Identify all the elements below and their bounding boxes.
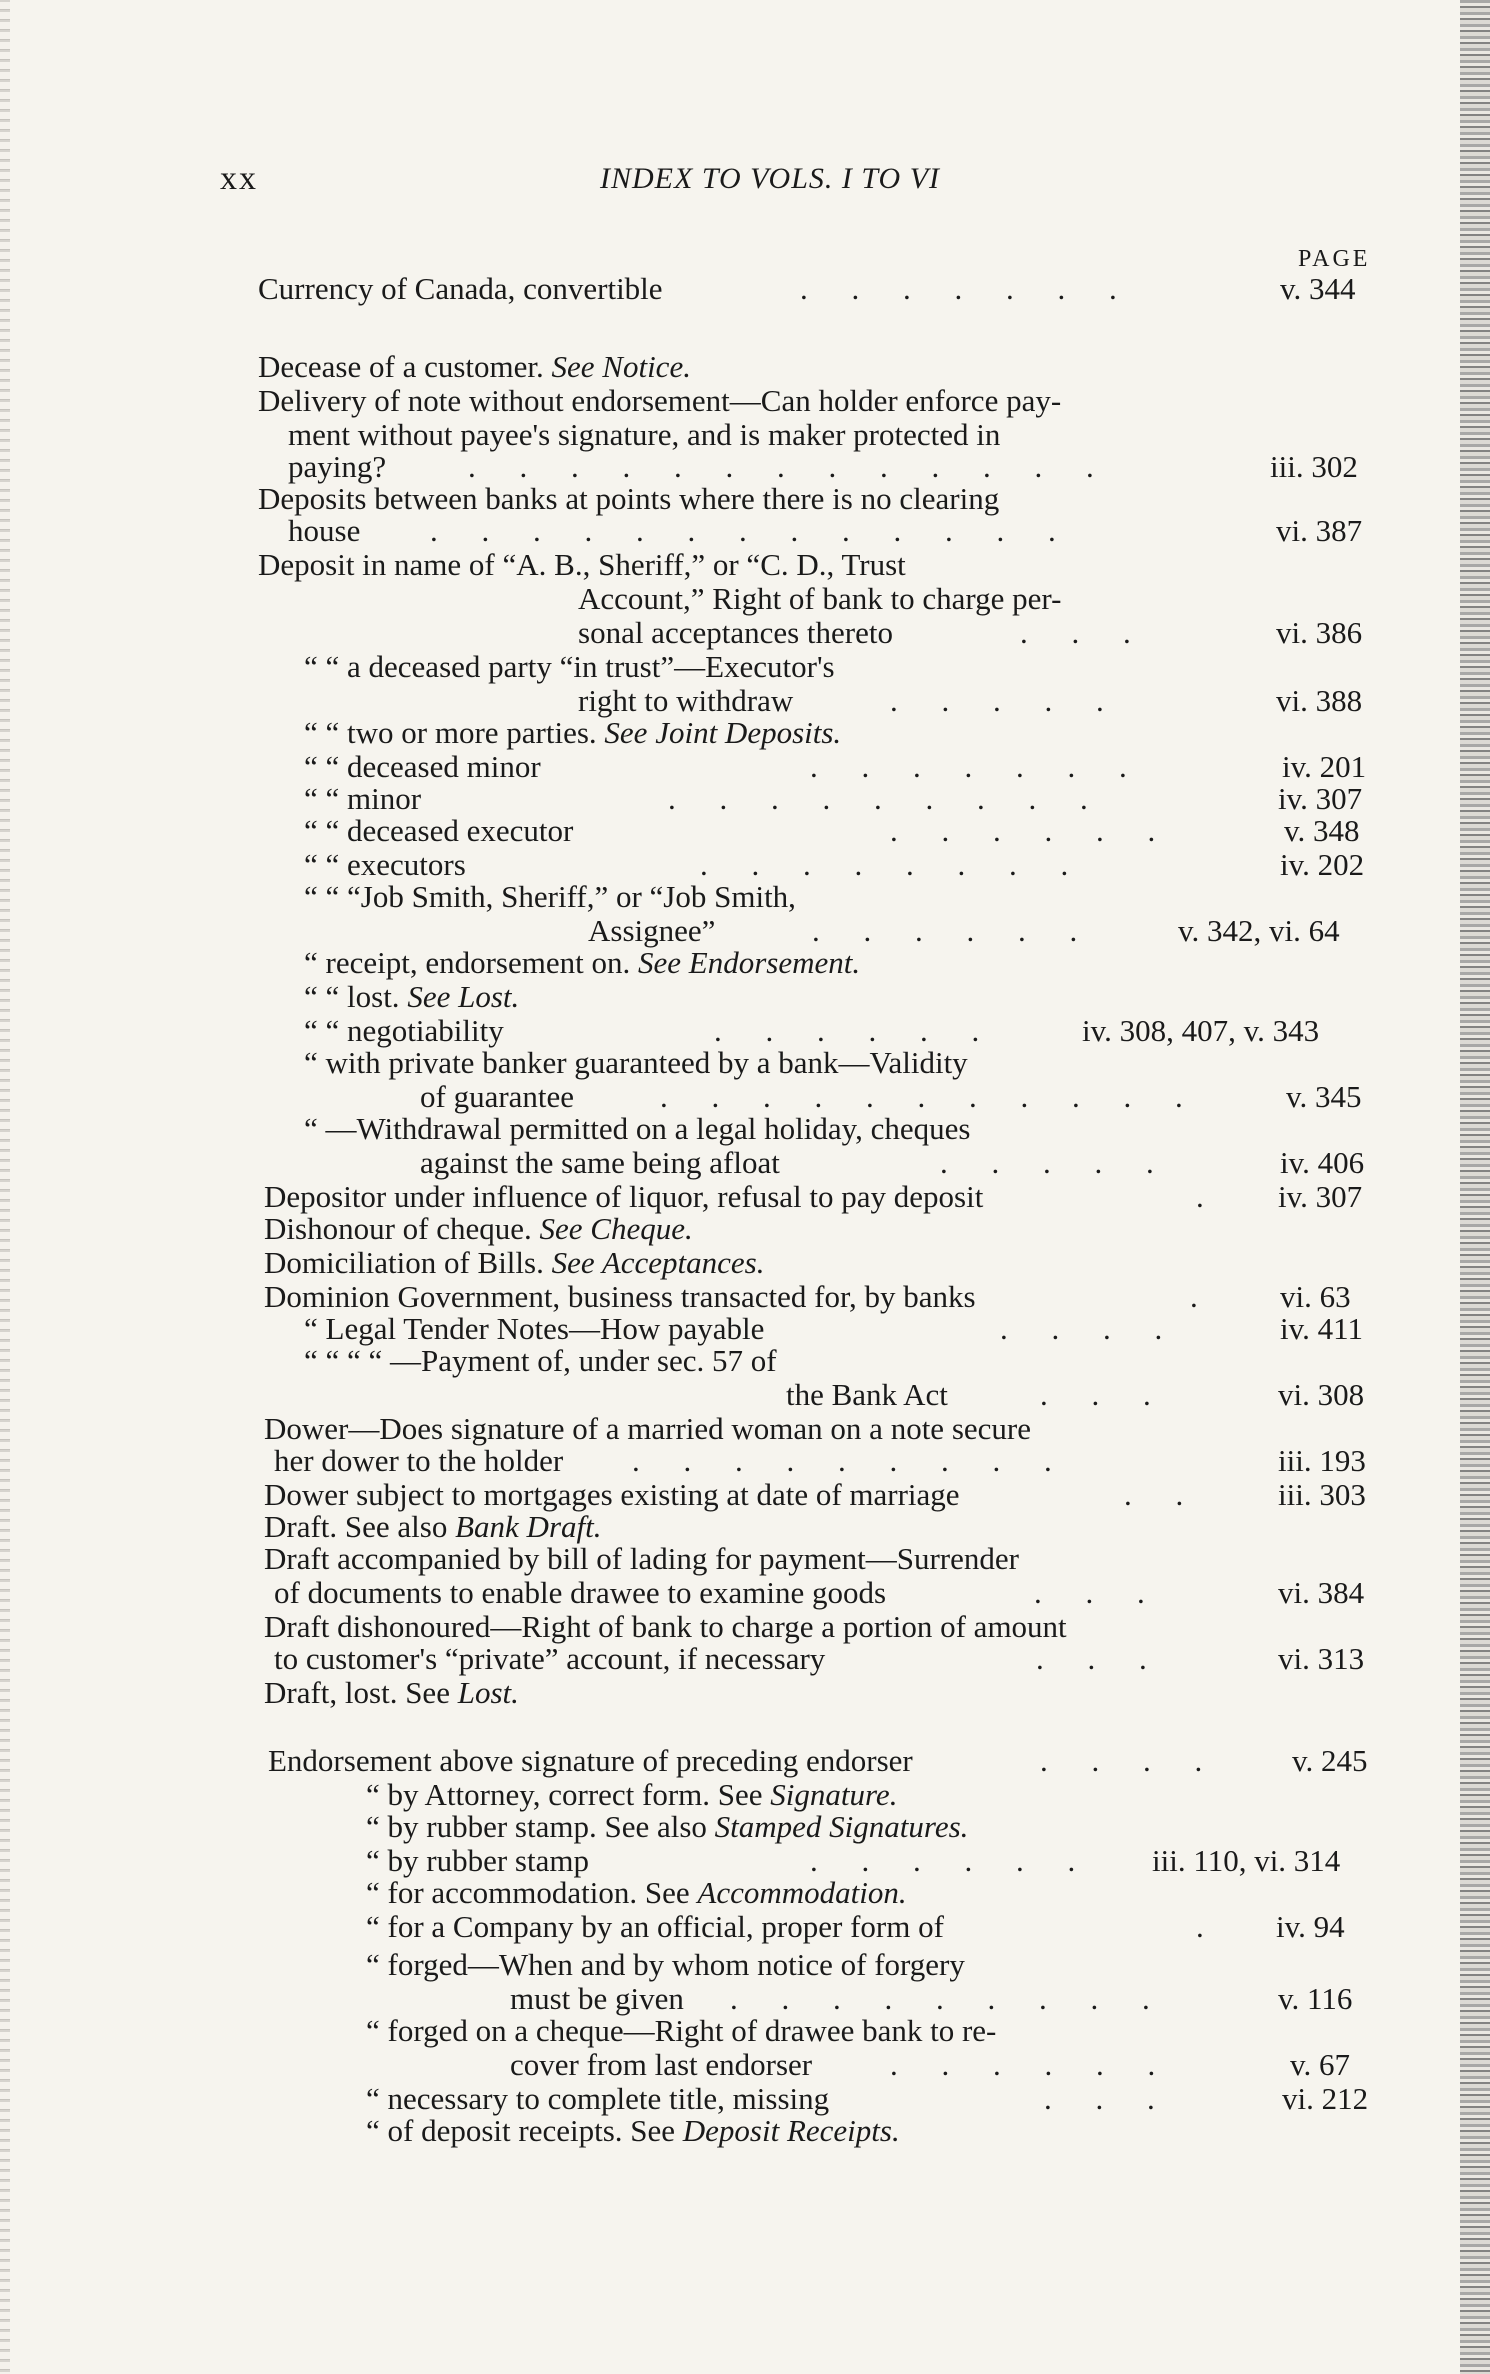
cross-reference: Lost. <box>457 1675 519 1710</box>
entry-text: “ with private banker guaranteed by a bank—Validity <box>304 1045 968 1080</box>
index-entry-to-customer-s-private-account-if-necessa <box>274 1642 825 1676</box>
index-entry-job-smith-sheriff-or-job-smith <box>304 880 796 914</box>
page-reference: vi. 308 <box>1278 1377 1365 1412</box>
entry-text: ment without payee's signature, and is maker protected in <box>288 417 1001 452</box>
index-entry-dishonour-of-cheque <box>264 1212 693 1246</box>
entry-text: “ “ two or more parties. <box>304 715 605 750</box>
page-reference: vi. 387 <box>1276 513 1363 548</box>
index-entry-dower-subject-to-mortgages-existing-at-d <box>264 1478 960 1512</box>
page-reference: v. 345 <box>1286 1079 1362 1114</box>
entry-text: “ forged—When and by whom notice of forgery <box>366 1947 965 1982</box>
entry-text: of guarantee <box>420 1079 575 1114</box>
entry-text: “ “ a deceased party “in trust”—Executor's <box>304 649 835 684</box>
page-reference: vi. 386 <box>1276 615 1363 650</box>
leader-dots: . . . . . . . . . . . <box>660 1079 1201 1114</box>
index-entry-minor <box>304 782 421 816</box>
entry-text: paying? <box>288 449 387 484</box>
entry-text: Draft accompanied by bill of lading for payment—Surrender <box>264 1541 1019 1576</box>
entry-text: “ by rubber stamp. See also <box>366 1809 715 1844</box>
entry-text: sonal acceptances thereto <box>578 615 893 650</box>
entry-text: Dower subject to mortgages existing at date of marriage <box>264 1477 960 1512</box>
page-reference: iv. 202 <box>1280 847 1365 882</box>
index-entry-sonal-acceptances-thereto <box>578 616 893 650</box>
index-entry-necessary-to-complete-title-missing <box>366 2082 829 2116</box>
cross-reference: Accommodation. <box>697 1875 907 1910</box>
leader-dots: . . . . . . . . . . . . . <box>468 449 1112 484</box>
index-entry-lost <box>304 980 519 1014</box>
index-entry-account-right-of-bank-to-charge-per <box>578 582 1061 616</box>
leader-dots: . <box>1190 1279 1216 1314</box>
page-reference: iv. 411 <box>1280 1311 1363 1346</box>
index-entry-with-private-banker-guaranteed-by-a-bank <box>304 1046 968 1080</box>
entry-text: Depositor under influence of liquor, refusal to pay deposit <box>264 1179 984 1214</box>
leader-dots: . . . . . <box>940 1145 1172 1180</box>
index-entry-legal-tender-notes-how-payable <box>304 1312 764 1346</box>
cross-reference: See Endorsement. <box>637 945 861 980</box>
index-entry-the-bank-act <box>786 1378 948 1412</box>
page-reference: vi. 212 <box>1282 2081 1369 2116</box>
index-entry-her-dower-to-the-holder <box>274 1444 563 1478</box>
page-reference: vi. 63 <box>1280 1279 1351 1314</box>
entry-text: Deposit in name of “A. B., Sheriff,” or “C. D., Trust <box>258 547 906 582</box>
entry-text: Assignee” <box>588 913 716 948</box>
index-entry-forged-when-and-by-whom-notice-of-forger <box>366 1948 965 1982</box>
entry-text: Draft dishonoured—Right of bank to charge a portion of amount <box>264 1609 1067 1644</box>
page-number: xx <box>220 160 258 197</box>
leader-dots: . . . <box>1034 1575 1163 1610</box>
page-reference: v. 344 <box>1280 271 1356 306</box>
entry-text: “ receipt, endorsement on. <box>304 945 638 980</box>
entry-text: Draft, lost. See <box>264 1675 458 1710</box>
entry-text: to customer's “private” account, if necessary <box>274 1641 826 1676</box>
entry-text: “ “ “Job Smith, Sheriff,” or “Job Smith, <box>304 879 796 914</box>
leader-dots: . . . . <box>1000 1311 1181 1346</box>
page-reference: v. 245 <box>1292 1743 1368 1778</box>
page-edge-right <box>1460 0 1490 2374</box>
entry-text: “ forged on a cheque—Right of drawee bank to re- <box>366 2013 997 2048</box>
page-reference: v. 67 <box>1290 2047 1350 2082</box>
entry-text: her dower to the holder <box>274 1443 564 1478</box>
leader-dots: . . . . . . . <box>810 749 1145 784</box>
index-entry-executors <box>304 848 466 882</box>
entry-text: Dishonour of cheque. <box>264 1211 540 1246</box>
leader-dots: . . . . . . . . . <box>730 1981 1168 2016</box>
leader-dots: . . . . . <box>890 683 1122 718</box>
entry-text: “ “ “ “ —Payment of, under sec. 57 of <box>304 1343 777 1378</box>
leader-dots: . . . . . . . . <box>700 847 1087 882</box>
index-entry-deceased-executor <box>304 814 573 848</box>
index-entry-for-accommodation-see <box>366 1876 907 1910</box>
index-entry-draft-accompanied-by-bill-of-lading-for- <box>264 1542 1019 1576</box>
page-reference: iv. 201 <box>1282 749 1367 784</box>
cross-reference: See Acceptances. <box>551 1245 765 1280</box>
entry-text: Decease of a customer. <box>258 349 552 384</box>
page-reference: vi. 313 <box>1278 1641 1365 1676</box>
leader-dots: . . . <box>1044 2081 1173 2116</box>
entry-text: cover from last endorser <box>510 2047 813 2082</box>
entry-text: “ for a Company by an official, proper form of <box>366 1909 944 1944</box>
index-entry-ment-without-payee-s-signature-and-is-ma <box>288 418 1000 452</box>
cross-reference: Bank Draft. <box>455 1509 602 1544</box>
page-reference: vi. 388 <box>1276 683 1363 718</box>
entry-text: “ —Withdrawal permitted on a legal holiday, cheques <box>304 1111 971 1146</box>
entry-text: “ necessary to complete title, missing <box>366 2081 830 2116</box>
leader-dots: . <box>1196 1179 1222 1214</box>
index-entry-draft-dishonoured-right-of-bank-to-charg <box>264 1610 1067 1644</box>
index-entry-of-documents-to-enable-drawee-to-examine <box>274 1576 886 1610</box>
page-reference: iv. 308, 407, v. 343 <box>1082 1013 1320 1048</box>
entry-text: Delivery of note without endorsement—Can holder enforce pay- <box>258 383 1062 418</box>
index-entry-receipt-endorsement-on <box>304 946 860 980</box>
cross-reference: Signature. <box>770 1777 898 1812</box>
column-head-page: PAGE <box>1298 246 1371 272</box>
index-entry-forged-on-a-cheque-right-of-drawee-bank- <box>366 2014 996 2048</box>
leader-dots: . . . . . . . . . <box>632 1443 1070 1478</box>
index-entry-by-rubber-stamp <box>366 1844 589 1878</box>
index-entry-depositor-under-influence-of-liquor-refu <box>264 1180 983 1214</box>
leader-dots: . . . . . . <box>890 2047 1174 2082</box>
index-entry-deposit-in-name-of-a-b-sheriff-or-c-d-tr <box>258 548 906 582</box>
index-entry-payment-of-under-sec-57-of <box>304 1344 777 1378</box>
entry-text: “ by rubber stamp <box>366 1843 589 1878</box>
leader-dots: . . . <box>1040 1377 1169 1412</box>
entry-text: “ for accommodation. See <box>366 1875 698 1910</box>
cross-reference: See Notice. <box>551 349 691 384</box>
cross-reference: See Joint Deposits. <box>604 715 842 750</box>
index-entry-two-or-more-parties <box>304 716 841 750</box>
index-entry-negotiability <box>304 1014 504 1048</box>
entry-text: must be given <box>510 1981 684 2016</box>
index-entry-of-guarantee <box>420 1080 574 1114</box>
page-reference: iv. 307 <box>1278 1179 1363 1214</box>
entry-text: the Bank Act <box>786 1377 948 1412</box>
index-entry-for-a-company-by-an-official-proper-form <box>366 1910 944 1944</box>
index-entry-decease-of-a-customer <box>258 350 691 384</box>
page-reference: iii. 302 <box>1270 449 1358 484</box>
entry-text: Deposits between banks at points where there is no clearing <box>258 481 1000 516</box>
index-entry-dominion-government-business-transacted- <box>264 1280 976 1314</box>
entry-text: Domiciliation of Bills. <box>264 1245 552 1280</box>
index-entry-house <box>288 514 360 548</box>
index-entry-endorsement-above-signature-of-preceding <box>268 1744 913 1778</box>
page-edge-left <box>0 0 10 2374</box>
entry-text: “ “ deceased minor <box>304 749 541 784</box>
page-reference: vi. 384 <box>1278 1575 1365 1610</box>
index-entry-dower-does-signature-of-a-married-woman- <box>264 1412 1031 1446</box>
index-entry-withdrawal-permitted-on-a-legal-holiday- <box>304 1112 970 1146</box>
entry-text: “ “ deceased executor <box>304 813 574 848</box>
index-entry-draft-lost-see <box>264 1676 519 1710</box>
entry-text: “ “ lost. <box>304 979 408 1014</box>
entry-text: house <box>288 513 361 548</box>
entry-text: Dower—Does signature of a married woman on a note secure <box>264 1411 1031 1446</box>
index-entry-deceased-minor <box>304 750 541 784</box>
entry-text: “ of deposit receipts. See <box>366 2113 683 2148</box>
index-entry-of-deposit-receipts-see <box>366 2114 900 2148</box>
leader-dots: . . . <box>1036 1641 1165 1676</box>
index-entry-by-rubber-stamp-see-also <box>366 1810 968 1844</box>
page-reference: iv. 406 <box>1280 1145 1365 1180</box>
leader-dots: . . . . . . . . . <box>668 781 1106 816</box>
running-title: INDEX TO VOLS. I TO VI <box>600 162 941 195</box>
leader-dots: . . . . <box>1040 1743 1221 1778</box>
index-entry-currency-of-canada-convertible <box>258 272 663 306</box>
entry-text: “ by Attorney, correct form. See <box>366 1777 771 1812</box>
entry-text: right to withdraw <box>578 683 794 718</box>
leader-dots: . . . . . . <box>812 913 1096 948</box>
entry-text: “ “ negotiability <box>304 1013 504 1048</box>
cross-reference: See Cheque. <box>539 1211 693 1246</box>
index-entry-delivery-of-note-without-endorsement-can <box>258 384 1061 418</box>
page-reference: iii. 193 <box>1278 1443 1366 1478</box>
entry-text: Endorsement above signature of preceding endorser <box>268 1743 913 1778</box>
entry-text: of documents to enable drawee to examine goods <box>274 1575 887 1610</box>
index-entry-deposits-between-banks-at-points-where-t <box>258 482 999 516</box>
leader-dots: . . . . . . <box>890 813 1174 848</box>
index-entry-right-to-withdraw <box>578 684 793 718</box>
leader-dots: . . . <box>1020 615 1149 650</box>
index-entry-a-deceased-party-in-trust-executor-s <box>304 650 835 684</box>
page-reference: iii. 303 <box>1278 1477 1366 1512</box>
entry-text: “ “ executors <box>304 847 466 882</box>
index-entry-domiciliation-of-bills <box>264 1246 764 1280</box>
leader-dots: . . . . . . <box>810 1843 1094 1878</box>
leader-dots: . <box>1196 1909 1222 1944</box>
index-entry-draft-see-also <box>264 1510 601 1544</box>
cross-reference: See Lost. <box>407 979 520 1014</box>
leader-dots: . . . . . . <box>714 1013 998 1048</box>
leader-dots: . . . . . . . <box>800 271 1135 306</box>
page-reference: iv. 307 <box>1278 781 1363 816</box>
cross-reference: Deposit Receipts. <box>682 2113 900 2148</box>
index-entry-paying <box>288 450 386 484</box>
index-entry-must-be-given <box>510 1982 684 2016</box>
page-reference: iii. 110, vi. 314 <box>1152 1843 1341 1878</box>
entry-text: “ “ minor <box>304 781 422 816</box>
entry-text: Account,” Right of bank to charge per- <box>578 581 1062 616</box>
index-entry-cover-from-last-endorser <box>510 2048 812 2082</box>
page-reference: v. 116 <box>1278 1981 1353 2016</box>
page-header <box>220 160 1380 200</box>
leader-dots: . . . . . . . . . . . . . <box>430 513 1074 548</box>
entry-text: “ Legal Tender Notes—How payable <box>304 1311 765 1346</box>
page-reference: v. 342, vi. 64 <box>1178 913 1340 948</box>
index-entry-against-the-same-being-afloat <box>420 1146 780 1180</box>
index-entry-assignee <box>588 914 715 948</box>
leader-dots: . . <box>1124 1477 1202 1512</box>
page-reference: iv. 94 <box>1276 1909 1345 1944</box>
page-reference: v. 348 <box>1284 813 1360 848</box>
entry-text: against the same being afloat <box>420 1145 780 1180</box>
entry-text: Dominion Government, business transacted for, by banks <box>264 1279 976 1314</box>
cross-reference: Stamped Signatures. <box>714 1809 969 1844</box>
entry-text: Currency of Canada, convertible <box>258 271 663 306</box>
index-entry-by-attorney-correct-form-see <box>366 1778 897 1812</box>
entry-text: Draft. See also <box>264 1509 456 1544</box>
